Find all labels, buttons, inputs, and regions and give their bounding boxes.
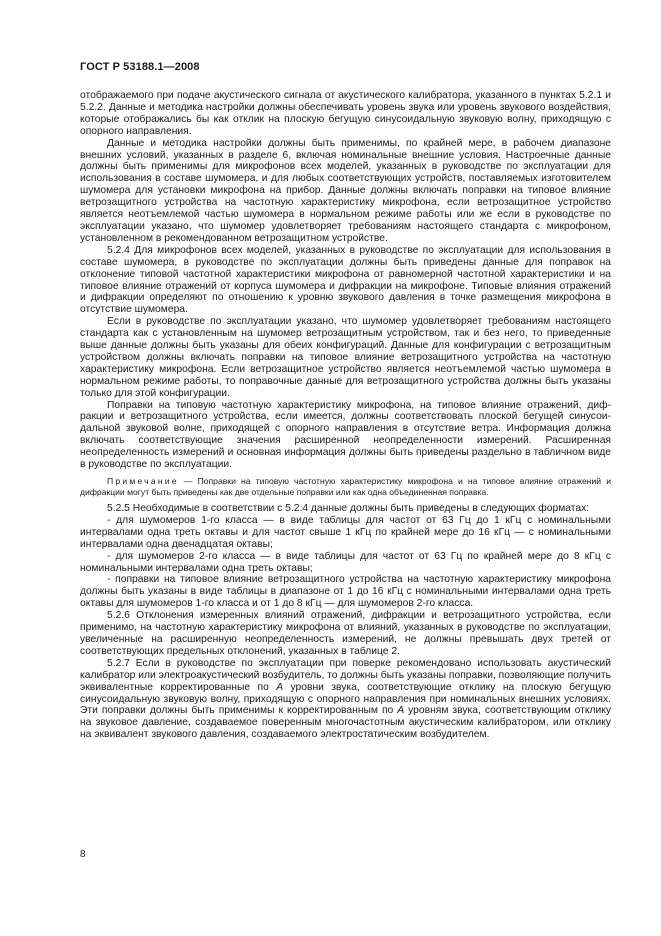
document-standard-title: ГОСТ Р 53188.1—2008 <box>80 61 200 73</box>
paragraph-continuation: отображаемого при подаче акустического сигнала от акустического калибратора, указанного в пунктах 5.2.1 и 5.2.2. Данные и методика настройки должны обеспечивать уровень звука или уровень звукового воздействия, которые отображались бы как отклик на плоскую бегущую синусоидальную звуковую волну, приходящую с опорного направления. <box>80 90 611 137</box>
paragraph-5-2-7-part3: уровням звука, соответствующим отклику на звуковое давление, создаваемое поверенным многочастотным акустическим калибратором, или отклику на эквивалент звукового давления, создаваемого электростатическим возбудителем. <box>80 705 611 741</box>
document-page <box>80 60 611 741</box>
list-item-class-1: - для шумомеров 1-го класса — в виде таблицы для частот от 63 Гц до 1 кГц с номинальными интервалами одна треть октавы и для частот свыше 1 кГц по крайней мере до 16 кГц — с номинальными интервалами одна двенадцатая октавы; <box>80 514 611 550</box>
note-label: Примечание <box>107 476 179 486</box>
paragraph-data-methods: Данные и методика настройки должны быть применимы, по крайней мере, в рабочем диапазоне внешних условий, указанных в разделе 6, включая номинальные внешние условия. Настроечные данные должны быть применимы для микрофонов всех моделей, указанных в руководстве по эксплуатации для использования в составе шумомера, и для любых соответствующих устройств, поставляемых изготовителем шумомера для установки микрофона на прибор. Данные должны включать поправки на типовое влияние ветрозащитного устройства на частотную характеристику микрофона, если ветрозащитное устройство является неотъемлемой частью шумомера в нормальном режиме работы или же если в руководстве по эксплуатации указано, что шумомер удовлетворяет требованиям настоящего стандарта с микрофоном, установленном в рекомендованном ветрозащитном устройстве. <box>80 137 611 244</box>
a-weighting-symbol: A <box>276 681 284 693</box>
a-weighting-symbol: A <box>397 705 405 717</box>
note <box>80 476 611 498</box>
paragraph-5-2-5: 5.2.5 Необходимые в соответствии с 5.2.4 данные должны быть приведены в следующих форматах: <box>107 503 590 514</box>
paragraph-corrections: Поправки на типовую частотную характеристику микрофона, на типовое влияние отражений, дифракции и ветрозащитного устройства, если имеется, должны соответствовать плоской бегущей синусоидальной звуковой волне, приходящей с опорного направления в отсутствие ветра. Информация должна включать соответствующие значения расширенной неопределенности измерений. Расширенная неопределенность измерений и основная информация должны быть приведены раздельно в табличном виде в руководстве по эксплуатации. <box>80 399 611 471</box>
list-item-class-2: - для шумомеров 2-го класса — в виде таблицы для частот от 63 Гц по крайней мере до 8 кГц с номинальными интервалами одна треть октавы; <box>80 550 611 574</box>
paragraph-5-2-6: 5.2.6 Отклонения измеренных влияний отражений, дифракции и ветрозащитного устройства, если применимо, на частотную характеристику микрофона от влияний, указанных в руководстве по эксплуатации, увеличенные на расширенную неопределенность измерений, не должны превышать двух третей от соответствующих предельных отклонений, указанных в таблице 2. <box>80 610 611 657</box>
paragraph-windscreen: Если в руководстве по эксплуатации указано, что шумомер удовлетворяет требованиям настоящего стандарта как с установленным на шумомер ветрозащитным устройством, так и без него, то приведенные выше данные должны быть указаны для обеих конфигураций. Данные для конфигурации с ветрозащитным устройством должны включать поправки на типовое влияние ветрозащитного устройства на частотную характеристику микрофона. Если ветрозащитное устройство является неотъемлемой частью шумомера в нормальном режиме работы, то поправочные данные для ветрозащитного устройства должны быть указаны только для этой конфигурации. <box>80 316 611 399</box>
paragraph-5-2-4: 5.2.4 Для микрофонов всех моделей, указанных в руководстве по эксплуатации для использования в составе шумомера, в руководстве по эксплуатации должны быть приведены данные для поправок на отклонение типовой частотной характеристики микрофона от равномерной частотной характеристики и на типовое влияние отражений от корпуса шумомера и дифракции на микрофоне. Типовые влияния отражений и дифракции определяют по отношению к уровню звукового давления в точке размещения микрофона в отсутствие шумомера. <box>80 244 611 316</box>
paragraph-5-2-7 <box>80 658 611 741</box>
page-number: 8 <box>80 849 86 860</box>
paragraph-5-2-7-part2: уровни звука, соответствующие отклику на плоскую бегущую синусоидальную звуковую волну, приходящую с опорного направления при номинальных внешних условиях. Эти поправки должны быть применимы к корректированным по <box>80 681 611 717</box>
paragraph-5-2-7-part1: 5.2.7 Если в руководстве по эксплуатации при поверке рекомендовано использовать акустический калибратор или электроакустический возбудитель, то должны быть указаны поправки, позволяющие получить эквивалентные корректированные по <box>80 657 611 693</box>
note-text: — Поправки на типовую частотную характеристику микрофона и на типовое влияние отражений и дифракции могут быть приведены как две отдельные поправки или как одна объединенная поправка. <box>80 476 611 497</box>
list-item-windscreen-corrections: - поправки на типовое влияние ветрозащитного устройства на частотную характеристику микрофона должны быть указаны в виде таблицы в диапазоне от 1 до 16 кГц с номинальными интервалами одна треть октавы для шумомеров 1-го класса и от 1 до 8 кГц — для шумомеров 2-го класса. <box>80 574 611 610</box>
